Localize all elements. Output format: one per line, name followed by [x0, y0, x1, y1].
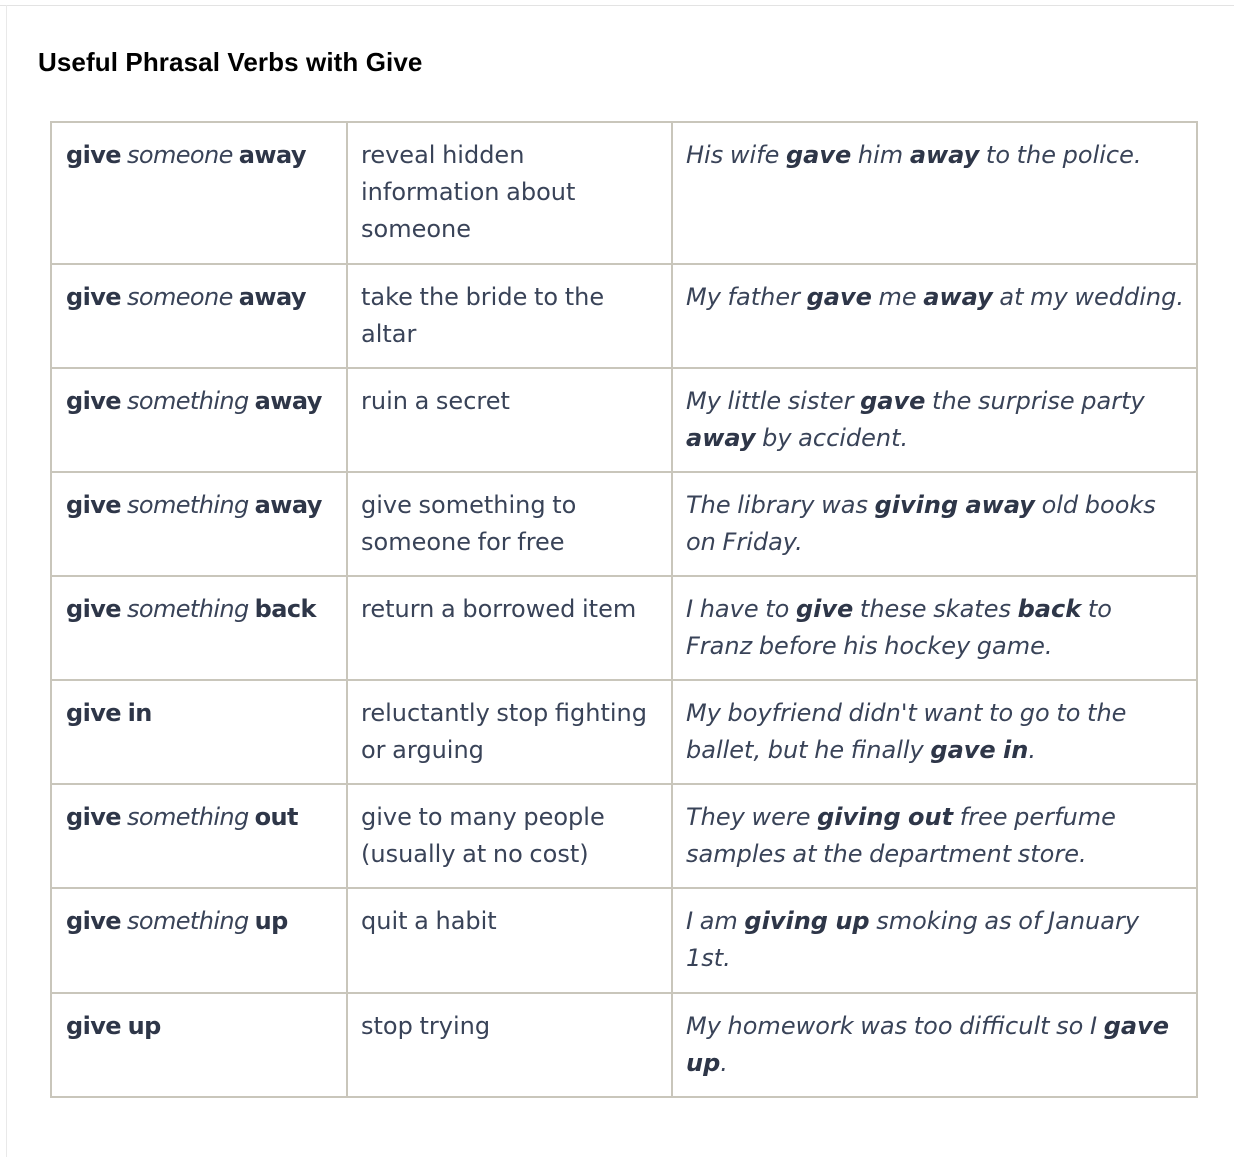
- page-title: Useful Phrasal Verbs with Give: [38, 47, 423, 77]
- verb-bold: give: [66, 283, 121, 311]
- example-cell: The library was giving away old books on Friday.: [672, 472, 1197, 576]
- table-row: [51, 888, 1197, 993]
- meaning-cell: give something to someone for free: [347, 472, 672, 576]
- verb-bold: give up: [66, 1012, 161, 1040]
- meaning-cell: stop trying: [347, 993, 672, 1097]
- phrasal-verb-cell: [51, 888, 347, 993]
- table-row: [51, 576, 1197, 680]
- table-row: [51, 368, 1197, 472]
- verb-object: something: [120, 595, 255, 623]
- meaning-cell: reveal hidden information about someone: [347, 122, 672, 264]
- verb-bold: give: [66, 907, 121, 935]
- example-cell: I have to give these skates back to Franz before his hockey game.: [672, 576, 1197, 680]
- left-divider: [6, 5, 7, 1157]
- example-cell: My homework was too difficult so I gave up.: [672, 993, 1197, 1097]
- example-cell: I am giving up smoking as of January 1st.: [672, 888, 1197, 993]
- verb-particle: back: [254, 595, 316, 623]
- verb-object: someone: [120, 283, 239, 311]
- verb-bold: give in: [66, 699, 152, 727]
- table-row: [51, 680, 1197, 784]
- verb-object: someone: [120, 141, 239, 169]
- verb-object: something: [120, 491, 255, 519]
- example-cell: My boyfriend didn't want to go to the ballet, but he finally gave in.: [672, 680, 1197, 784]
- verb-bold: give: [66, 387, 121, 415]
- verb-particle: away: [238, 141, 306, 169]
- verb-particle: out: [254, 803, 298, 831]
- phrasal-verbs-table: [50, 121, 1198, 1098]
- verb-object: something: [120, 803, 255, 831]
- meaning-cell: return a borrowed item: [347, 576, 672, 680]
- example-cell: His wife gave him away to the police.: [672, 122, 1197, 264]
- meaning-cell: reluctantly stop fighting or arguing: [347, 680, 672, 784]
- table-row: [51, 264, 1197, 368]
- verb-object: something: [120, 387, 255, 415]
- example-cell: They were giving out free perfume samples at the department store.: [672, 784, 1197, 888]
- phrasal-verb-cell: [51, 576, 347, 680]
- table-row: [51, 472, 1197, 576]
- verb-bold: give: [66, 803, 121, 831]
- verb-particle: away: [254, 387, 322, 415]
- phrasal-verb-cell: [51, 122, 347, 264]
- verb-object: something: [120, 907, 255, 935]
- meaning-cell: quit a habit: [347, 888, 672, 993]
- verb-bold: give: [66, 595, 121, 623]
- table-row: [51, 122, 1197, 264]
- phrasal-verb-cell: [51, 993, 347, 1097]
- phrasal-verb-cell: [51, 784, 347, 888]
- verb-particle: away: [238, 283, 306, 311]
- phrasal-verb-cell: [51, 368, 347, 472]
- meaning-cell: take the bride to the altar: [347, 264, 672, 368]
- table-row: [51, 993, 1197, 1097]
- phrasal-verb-cell: [51, 680, 347, 784]
- phrasal-verb-cell: [51, 472, 347, 576]
- meaning-cell: give to many people (usually at no cost): [347, 784, 672, 888]
- example-cell: My little sister gave the surprise party away by accident.: [672, 368, 1197, 472]
- meaning-cell: ruin a secret: [347, 368, 672, 472]
- verb-bold: give: [66, 141, 121, 169]
- table-row: [51, 784, 1197, 888]
- phrasal-verb-cell: [51, 264, 347, 368]
- verb-particle: away: [254, 491, 322, 519]
- verb-bold: give: [66, 491, 121, 519]
- example-cell: My father gave me away at my wedding.: [672, 264, 1197, 368]
- top-divider: [0, 5, 1234, 6]
- verb-particle: up: [254, 907, 288, 935]
